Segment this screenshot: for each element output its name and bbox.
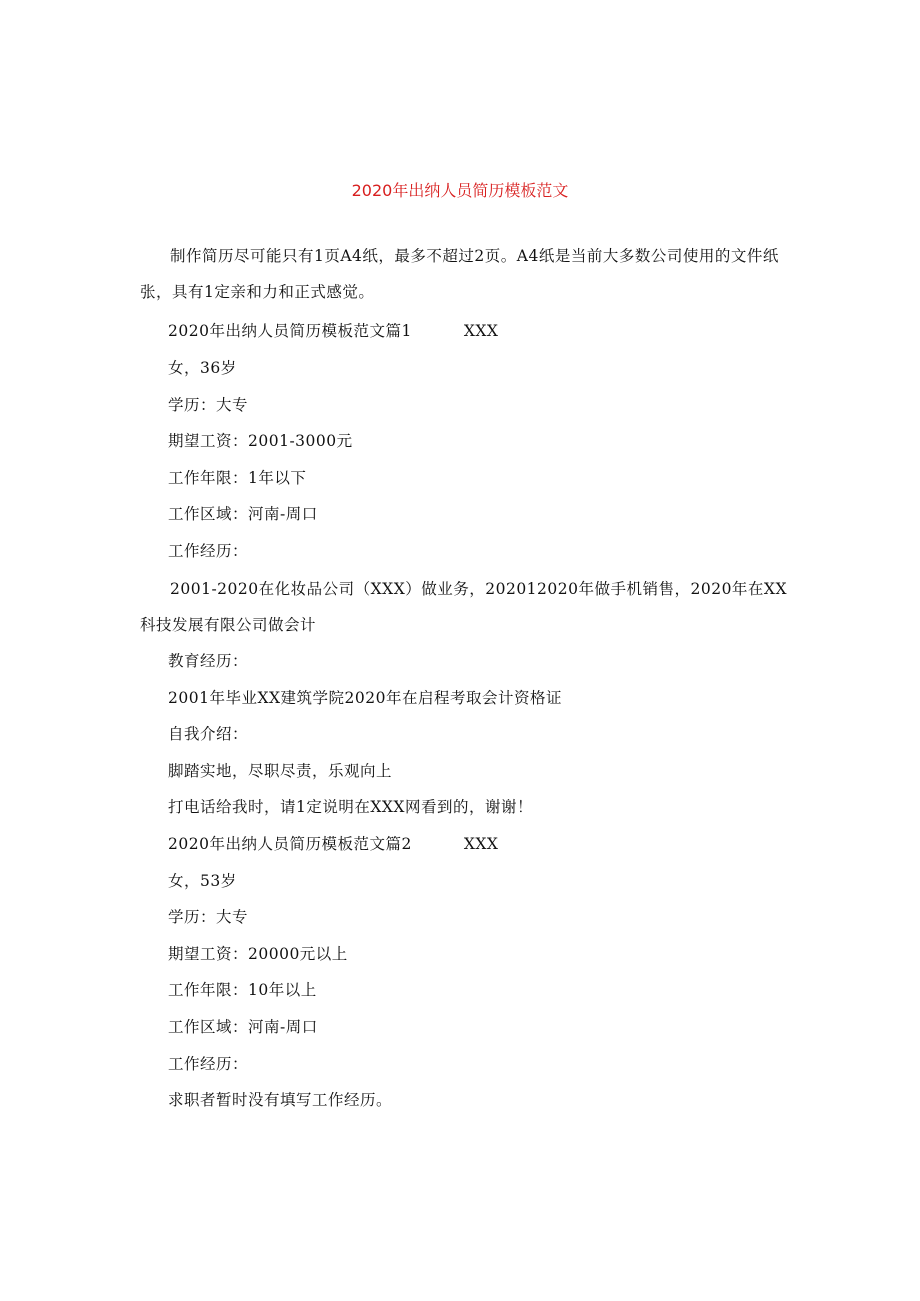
resume1-gender-age: 女，36岁 [168, 359, 237, 377]
resume1-work-text: 2001-2020在化妆品公司（XXX）做业务，202012020年做手机销售，2020年在XX科技发展有限公司做会计 [140, 580, 788, 634]
resume1-salary: 期望工资：2001-3000元 [168, 432, 353, 450]
resume2-education: 学历：大专 [168, 908, 249, 926]
resume2-heading: 2020年出纳人员简历模板范文篇2 [168, 835, 412, 853]
resume1-education: 学历：大专 [168, 396, 249, 414]
document-title: 2020年出纳人员简历模板范文 [351, 181, 569, 200]
resume1-edu-label: 教育经历： [168, 652, 249, 670]
resume1-edu-text: 2001年毕业XX建筑学院2020年在启程考取会计资格证 [168, 689, 562, 707]
intro-paragraph: 制作简历尽可能只有1页A4纸，最多不超过2页。A4纸是当前大多数公司使用的文件纸张，具有1定亲和力和正式感觉。 [140, 247, 779, 301]
resume1-note: 打电话给我时，请1定说明在XXX网看到的，谢谢！ [168, 798, 533, 816]
resume2-gender-age: 女，53岁 [168, 872, 237, 890]
resume1-work-label: 工作经历： [168, 542, 249, 560]
resume1-years: 工作年限：1年以下 [168, 469, 307, 487]
resume1-region: 工作区域：河南-周口 [168, 505, 318, 523]
resume2-salary: 期望工资：20000元以上 [168, 945, 348, 963]
resume2-region: 工作区域：河南-周口 [168, 1018, 318, 1036]
resume2-work-label: 工作经历： [168, 1055, 249, 1073]
resume1-self-label: 自我介绍： [168, 725, 249, 743]
resume2-years: 工作年限：10年以上 [168, 981, 317, 999]
resume1-self-text: 脚踏实地，尽职尽责，乐观向上 [168, 762, 393, 780]
resume1-heading: 2020年出纳人员简历模板范文篇1 [168, 322, 412, 340]
resume2-heading-line [168, 834, 498, 854]
resume1-heading-line [168, 321, 498, 341]
resume1-name: XXX [463, 322, 499, 340]
resume2-work-text: 求职者暂时没有填写工作经历。 [168, 1091, 393, 1109]
resume2-name: XXX [463, 835, 499, 853]
